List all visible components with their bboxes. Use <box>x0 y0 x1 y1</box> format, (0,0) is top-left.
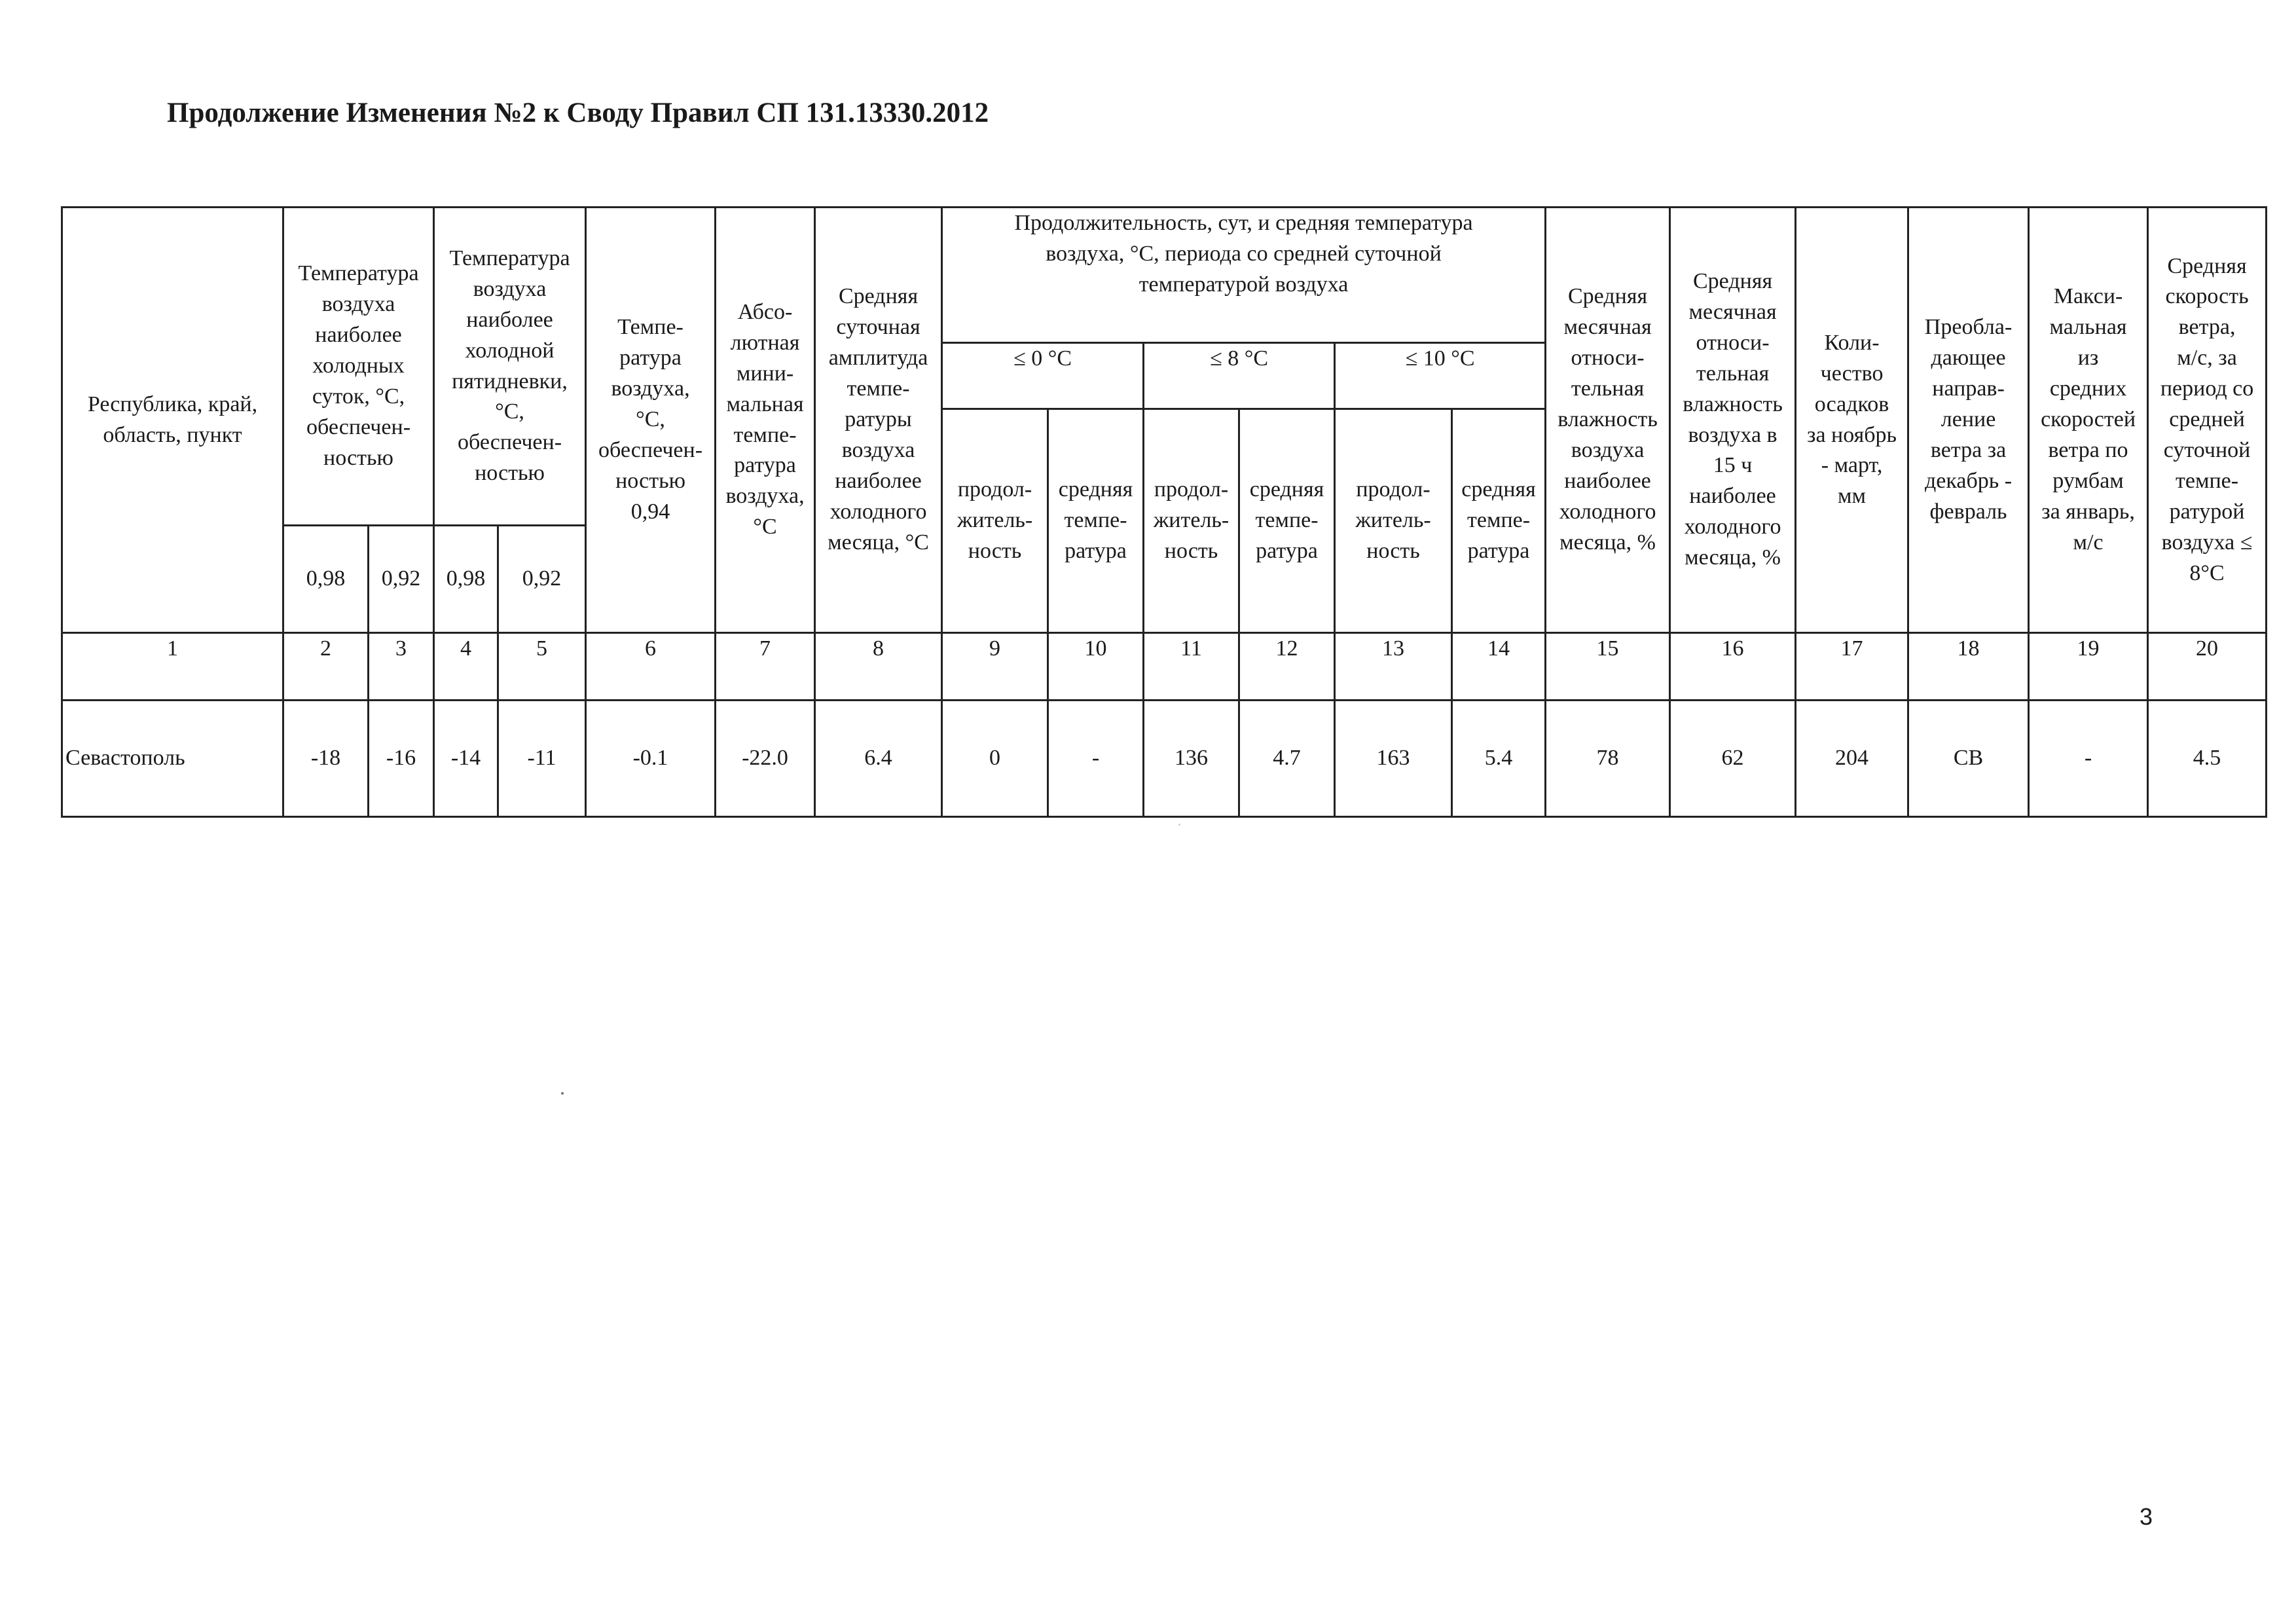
header-duration-8: продол- житель- ность <box>1144 409 1239 633</box>
column-number: 9 <box>942 633 1048 701</box>
scan-speck <box>561 1092 564 1095</box>
header-range-10: ≤ 10 °С <box>1335 343 1546 409</box>
header-sub-098-b: 0,98 <box>434 526 498 633</box>
column-number: 15 <box>1546 633 1670 701</box>
table-cell: 136 <box>1144 701 1239 817</box>
column-number: 1 <box>62 633 283 701</box>
table-cell: -14 <box>434 701 498 817</box>
table-cell: -18 <box>283 701 369 817</box>
table-cell: 4.7 <box>1239 701 1335 817</box>
table-cell: - <box>1048 701 1144 817</box>
column-number: 14 <box>1452 633 1546 701</box>
table-cell: -16 <box>369 701 434 817</box>
header-region: Республика, край, область, пункт <box>62 208 283 633</box>
header-duration-10: продол- житель- ность <box>1335 409 1452 633</box>
column-number: 16 <box>1670 633 1796 701</box>
column-number: 17 <box>1796 633 1908 701</box>
header-wind-direction: Преобла- дающее направ- ление ветра за декабрь - февраль <box>1908 208 2029 633</box>
column-number: 10 <box>1048 633 1144 701</box>
header-absolute-min-temp: Абсо- лютная мини- мальная темпе- ратура воздуха, °С <box>716 208 815 633</box>
table-cell: 6.4 <box>815 701 942 817</box>
header-precipitation: Коли- чество осадков за ноябрь - март, мм <box>1796 208 1908 633</box>
table-cell: 0 <box>942 701 1048 817</box>
table-cell: 163 <box>1335 701 1452 817</box>
header-mean-temp-8: средняя темпе- ратура <box>1239 409 1335 633</box>
column-number: 11 <box>1144 633 1239 701</box>
table-cell: 4.5 <box>2148 701 2267 817</box>
header-air-temp-094: Темпе- ратура воздуха, °С, обеспечен- ностью 0,94 <box>586 208 716 633</box>
header-sub-098-a: 0,98 <box>283 526 369 633</box>
column-number: 7 <box>716 633 815 701</box>
climate-data-table <box>61 206 2267 818</box>
table-cell: -22.0 <box>716 701 815 817</box>
column-number: 8 <box>815 633 942 701</box>
header-duration-0: продол- житель- ность <box>942 409 1048 633</box>
page-number: 3 <box>2140 1503 2153 1530</box>
table-cell-region: Севастополь <box>62 701 283 817</box>
table-cell: 5.4 <box>1452 701 1546 817</box>
column-number: 19 <box>2029 633 2148 701</box>
header-humidity-15h: Средняя месячная относи- тельная влажность воздуха в 15 ч наиболее холодного месяца, % <box>1670 208 1796 633</box>
column-number: 6 <box>586 633 716 701</box>
header-humidity-coldest-month: Средняя месячная относи- тельная влажность воздуха наиболее холодного месяца, % <box>1546 208 1670 633</box>
document-title: Продолжение Изменения №2 к Своду Правил СП 131.13330.2012 <box>167 98 989 128</box>
column-number: 20 <box>2148 633 2267 701</box>
scan-speck <box>1178 824 1180 826</box>
table-cell: 78 <box>1546 701 1670 817</box>
table-row <box>62 701 2267 817</box>
table-cell: -0.1 <box>586 701 716 817</box>
header-coldest-day-temp: Температура воздуха наиболее холодных суток, °С, обеспечен- ностью <box>283 208 434 526</box>
header-mean-temp-10: средняя темпе- ратура <box>1452 409 1546 633</box>
table-cell: -11 <box>498 701 586 817</box>
column-number: 5 <box>498 633 586 701</box>
header-coldest-five-day-temp: Температура воздуха наиболее холодной пятидневки, °С, обеспечен- ностью <box>434 208 586 526</box>
table-cell: 62 <box>1670 701 1796 817</box>
header-sub-092-a: 0,92 <box>369 526 434 633</box>
header-range-0: ≤ 0 °С <box>942 343 1144 409</box>
header-sub-092-b: 0,92 <box>498 526 586 633</box>
column-number: 13 <box>1335 633 1452 701</box>
header-mean-temp-0: средняя темпе- ратура <box>1048 409 1144 633</box>
table-cell: - <box>2029 701 2148 817</box>
column-number-row <box>62 633 2267 701</box>
header-mean-wind-speed: Средняя скорость ветра, м/с, за период со средней суточной темпе- ратурой воздуха ≤ 8°С <box>2148 208 2267 633</box>
column-number: 3 <box>369 633 434 701</box>
header-period-duration-group: Продолжительность, сут, и средняя температура воздуха, °С, периода со средней суточной температурой воздуха <box>942 208 1546 343</box>
table-cell: СВ <box>1908 701 2029 817</box>
column-number: 18 <box>1908 633 2029 701</box>
header-range-8: ≤ 8 °С <box>1144 343 1335 409</box>
table-cell: 204 <box>1796 701 1908 817</box>
column-number: 4 <box>434 633 498 701</box>
header-max-wind-speed: Макси- мальная из средних скоростей ветра по румбам за январь, м/с <box>2029 208 2148 633</box>
column-number: 2 <box>283 633 369 701</box>
header-daily-amplitude: Средняя суточная амплитуда темпе- ратуры воздуха наиболее холодного месяца, °С <box>815 208 942 633</box>
column-number: 12 <box>1239 633 1335 701</box>
